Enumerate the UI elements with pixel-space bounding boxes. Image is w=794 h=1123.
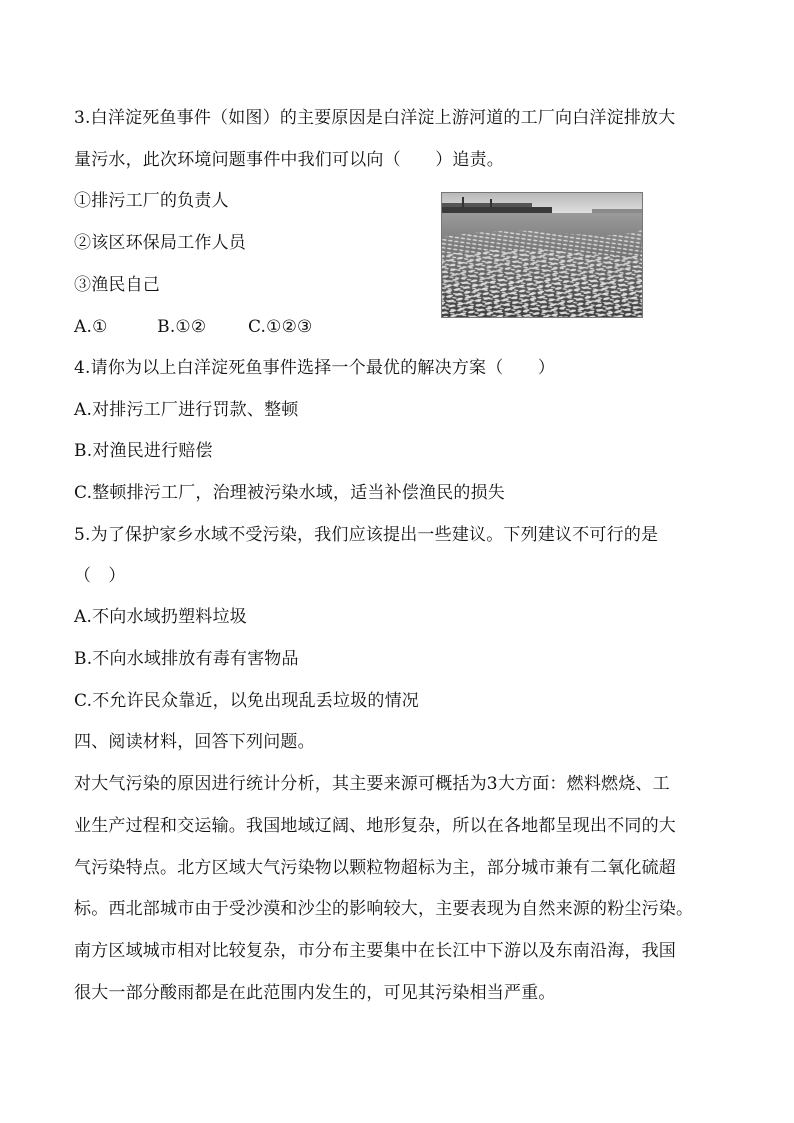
dead-fish-lake-image xyxy=(442,193,643,318)
q4-option-a: A.对排污工厂进行罚款、整顿 xyxy=(74,400,299,420)
q4-option-b: B.对渔民进行赔偿 xyxy=(74,441,213,461)
q3-option-c: C.①②③ xyxy=(247,317,313,337)
q5-option-b: B.不向水域排放有毒有害物品 xyxy=(74,649,299,669)
dead-fish-lake-photo xyxy=(441,192,643,318)
reading-line-2: 业生产过程和交运输。我国地域辽阔、地形复杂，所以在各地都呈现出不同的大 xyxy=(74,816,676,836)
q3-item-1: ①排污工厂的负责人 xyxy=(74,191,229,211)
q3-stem-line-1: 3.白洋淀死鱼事件（如图）的主要原因是白洋淀上游河道的工厂向白洋淀排放大 xyxy=(74,108,676,128)
q4-option-c: C.整顿排污工厂，治理被污染水域，适当补偿渔民的损失 xyxy=(74,483,506,503)
q3-stem-line-2: 量污水，此次环境问题事件中我们可以向（ ）追责。 xyxy=(74,150,504,170)
reading-line-3: 气污染特点。北方区域大气污染物以颗粒物超标为主，部分城市兼有二氧化硫超 xyxy=(74,858,676,878)
reading-line-1: 对大气污染的原因进行统计分析，其主要来源可概括为3大方面：燃料燃烧、工 xyxy=(74,774,670,794)
q3-option-a: A.① xyxy=(74,317,108,337)
section-4-heading: 四、阅读材料，回答下列问题。 xyxy=(74,732,315,752)
reading-line-6: 很大一部分酸雨都是在此范围内发生的，可见其污染相当严重。 xyxy=(74,983,556,1003)
q3-item-2: ②该区环保局工作人员 xyxy=(74,233,246,253)
q3-item-3: ③渔民自己 xyxy=(74,275,160,295)
q5-stem-line-2: （ ） xyxy=(74,566,126,586)
q3-options xyxy=(74,316,312,338)
q5-stem-line-1: 5.为了保护家乡水域不受污染，我们应该提出一些建议。下列建议不可行的是 xyxy=(74,525,659,545)
q4-stem: 4.请你为以上白洋淀死鱼事件选择一个最优的解决方案（ ） xyxy=(74,358,556,378)
q5-option-c: C.不允许民众靠近，以免出现乱丢垃圾的情况 xyxy=(74,691,420,711)
reading-line-5: 南方区域城市相对比较复杂，市分布主要集中在长江中下游以及东南沿海，我国 xyxy=(74,941,676,961)
q3-option-b: B.①② xyxy=(157,317,207,337)
q5-option-a: A.不向水域扔塑料垃圾 xyxy=(74,607,247,627)
reading-line-4: 标。西北部城市由于受沙漠和沙尘的影响较大，主要表现为自然来源的粉尘污染。 xyxy=(74,899,694,919)
